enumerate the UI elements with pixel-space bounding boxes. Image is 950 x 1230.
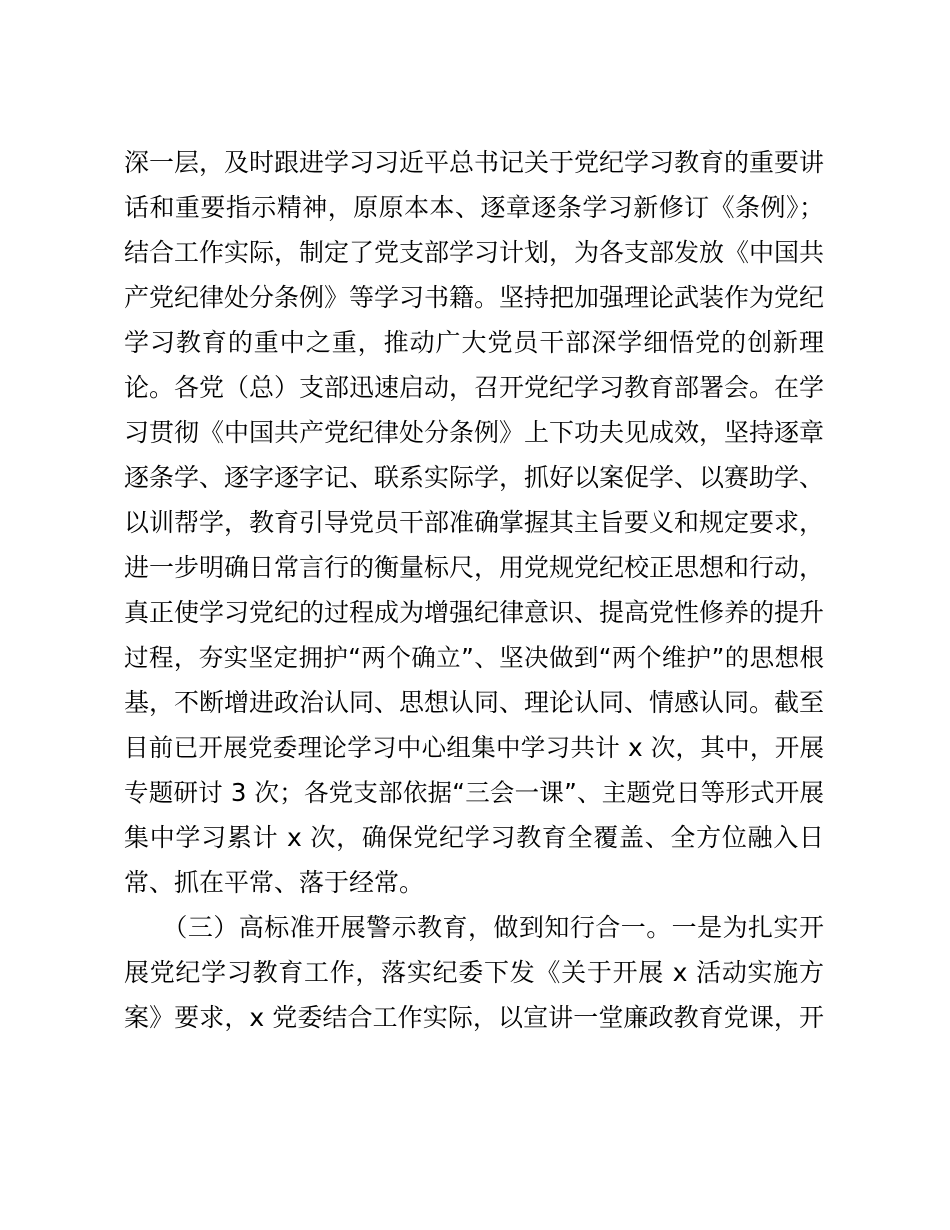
text-line: 论。各党（总）支部迅速启动，召开党纪学习教育部署会。在学: [124, 373, 825, 402]
paragraph-end-line: 常、抓在平常、落于经常。: [124, 868, 425, 897]
text-line: 逐条学、逐字逐字记、联系实际学，抓好以案促学、以赛助学、: [124, 463, 825, 492]
text-line: 产党纪律处分条例》等学习书籍。坚持把加强理论武装作为党纪: [124, 283, 825, 312]
text-line: 习贯彻《中国共产党纪律处分条例》上下功夫见成效，坚持逐章: [124, 418, 825, 447]
text-line: 结合工作实际，制定了党支部学习计划，为各支部发放《中国共: [124, 238, 825, 267]
text-line: 专题研讨 3 次；各党支部依据“三会一课”、主题党日等形式开展: [124, 778, 824, 807]
section-heading-line: （三）高标准开展警示教育，做到知行合一。一是为扎实开: [124, 913, 824, 942]
text-line: 基，不断增进政治认同、思想认同、理论认同、情感认同。截至: [124, 688, 825, 717]
text-line: 以训帮学，教育引导党员干部准确掌握其主旨要义和规定要求，: [124, 508, 825, 537]
body-text: [124, 140, 824, 1040]
text-line: 集中学习累计 x 次，确保党纪学习教育全覆盖、全方位融入日: [124, 823, 824, 852]
text-line: 展党纪学习教育工作，落实纪委下发《关于开展 x 活动实施方: [124, 958, 824, 987]
text-line: 进一步明确日常言行的衡量标尺，用党规党纪校正思想和行动，: [124, 553, 825, 582]
text-line: 学习教育的重中之重，推动广大党员干部深学细悟党的创新理: [124, 328, 824, 357]
text-line: 过程，夯实坚定拥护“两个确立”、坚决做到“两个维护”的思想根: [124, 643, 824, 672]
text-line: 案》要求，x 党委结合工作实际，以宣讲一堂廉政教育党课，开: [124, 1003, 824, 1032]
text-line: 真正使学习党纪的过程成为增强纪律意识、提高党性修养的提升: [124, 598, 825, 627]
text-line: 目前已开展党委理论学习中心组集中学习共计 x 次，其中，开展: [124, 733, 824, 762]
text-line: 话和重要指示精神，原原本本、逐章逐条学习新修订《条例》；: [124, 193, 824, 222]
text-line: 深一层，及时跟进学习习近平总书记关于党纪学习教育的重要讲: [124, 148, 825, 177]
